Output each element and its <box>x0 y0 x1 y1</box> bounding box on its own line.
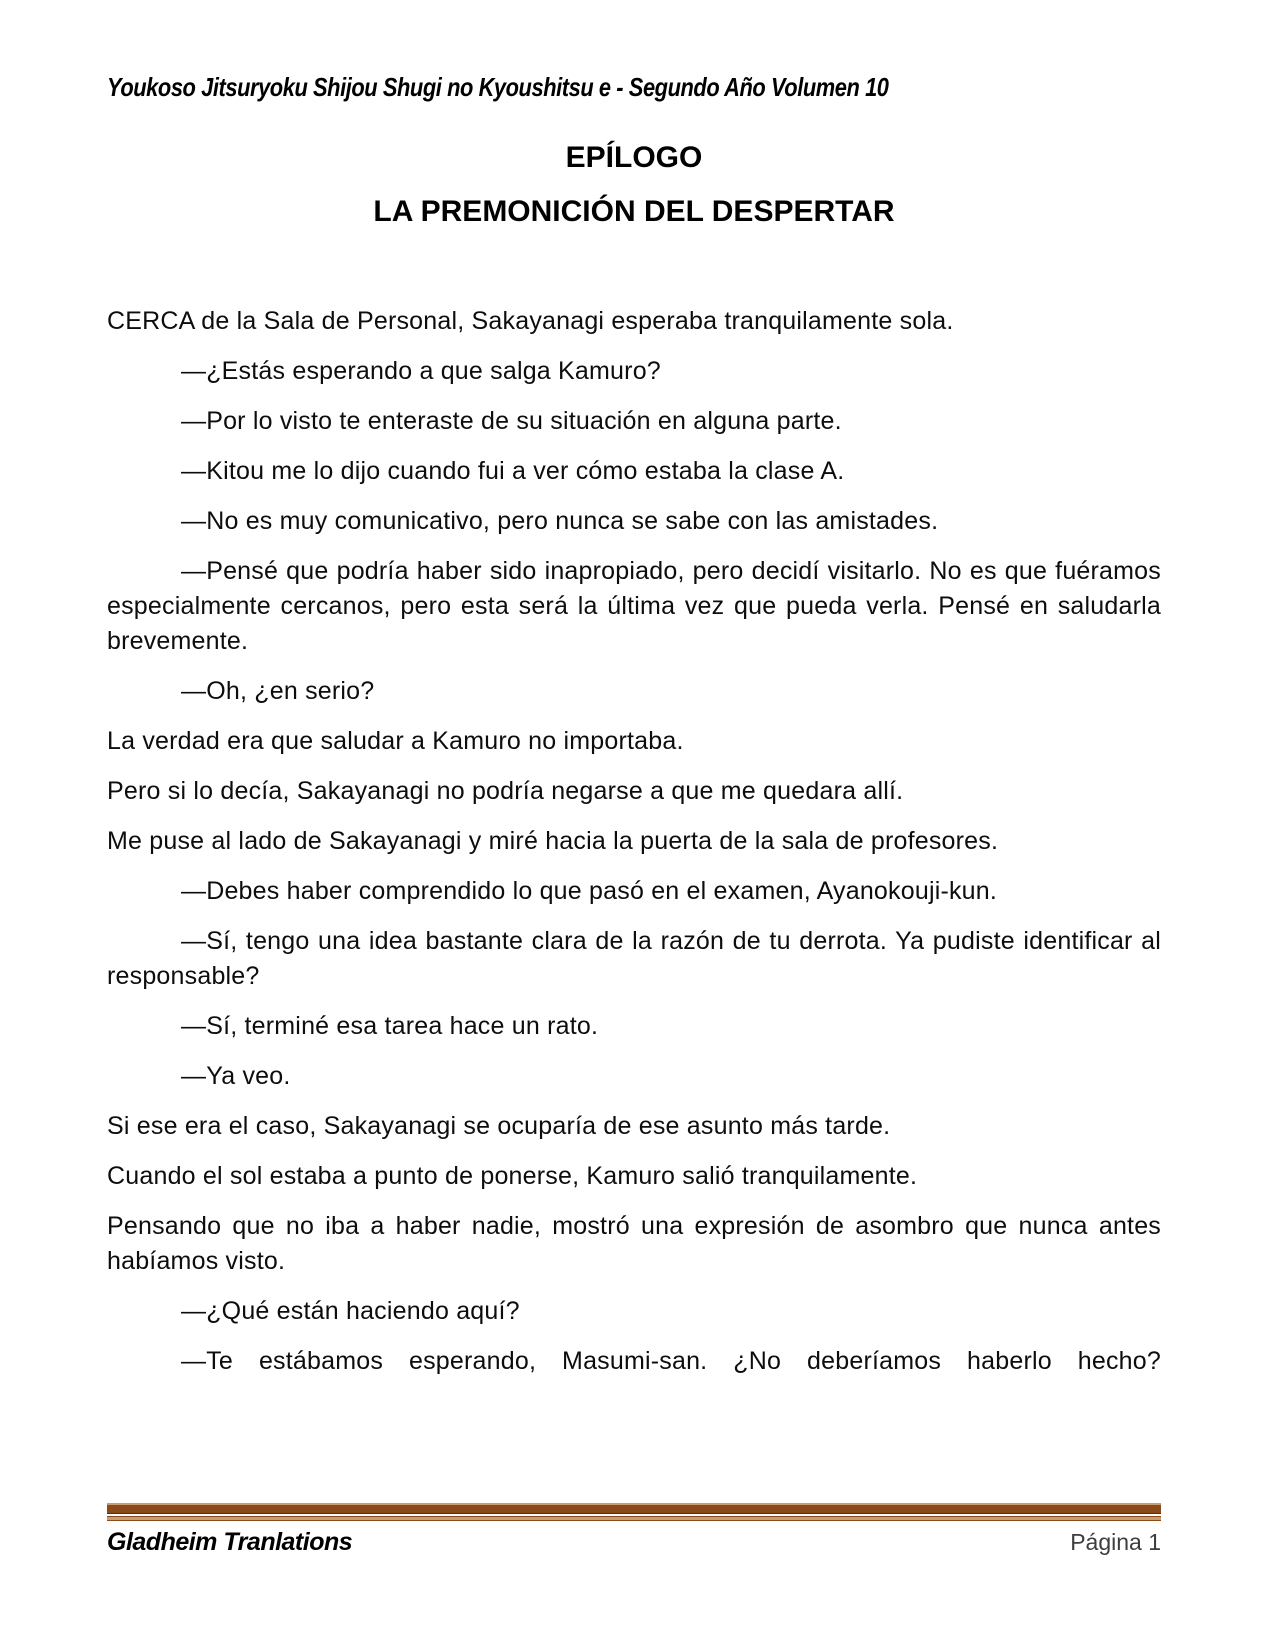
paragraph: —Debes haber comprendido lo que pasó en el examen, Ayanokouji-kun. <box>181 877 998 905</box>
paragraph: Si ese era el caso, Sakayanagi se ocuparía de ese asunto más tarde. <box>107 1112 891 1140</box>
page-footer <box>107 1503 1161 1557</box>
header-series-title: Youkoso Jitsuryoku Shijou Shugi no Kyoushitsu e - Segundo Año Volumen 10 <box>107 72 889 102</box>
footer-brand: Gladheim Tranlations <box>107 1528 353 1556</box>
paragraph: Cuando el sol estaba a punto de ponerse, Kamuro salió tranquilamente. <box>107 1162 918 1190</box>
paragraph: —No es muy comunicativo, pero nunca se sabe con las amistades. <box>181 507 939 535</box>
paragraph: La verdad era que saludar a Kamuro no importaba. <box>107 727 684 755</box>
paragraph: Me puse al lado de Sakayanagi y miré hacia la puerta de la sala de profesores. <box>107 827 999 855</box>
paragraph: —¿Estás esperando a que salga Kamuro? <box>181 357 661 385</box>
paragraph: —Ya veo. <box>181 1062 291 1090</box>
footer-rule-thin <box>107 1516 1161 1521</box>
paragraph: —Por lo visto te enteraste de su situación en alguna parte. <box>181 407 842 435</box>
paragraph: —Pensé que podría haber sido inapropiado, pero decidí visitarlo. No es que fuéramos especialmente cercanos, pero esta será la última vez que pueda verla. Pensé en saludarla brevemente. <box>107 557 1161 655</box>
chapter-heading: EPÍLOGO <box>565 141 703 174</box>
paragraph: Pero si lo decía, Sakayanagi no podría negarse a que me quedara allí. <box>107 777 904 805</box>
footer-page-number: Página 1 <box>1070 1529 1161 1555</box>
footer-row <box>107 1528 1161 1557</box>
paragraph: —¿Qué están haciendo aquí? <box>181 1297 520 1325</box>
paragraph: —Oh, ¿en serio? <box>181 677 375 705</box>
paragraph: —Kitou me lo dijo cuando fui a ver cómo estaba la clase A. <box>181 457 845 485</box>
paragraph: CERCA de la Sala de Personal, Sakayanagi esperaba tranquilamente sola. <box>107 307 954 335</box>
footer-rule-thick <box>107 1503 1161 1514</box>
paragraph: —Te estábamos esperando, Masumi-san. ¿No deberíamos haberlo hecho? <box>181 1347 1161 1375</box>
paragraph: Pensando que no iba a haber nadie, mostró una expresión de asombro que nunca antes habíamos visto. <box>107 1212 1161 1275</box>
paragraph: —Sí, terminé esa tarea hace un rato. <box>181 1012 599 1040</box>
paragraph: —Sí, tengo una idea bastante clara de la razón de tu derrota. Ya pudiste identificar al responsable? <box>107 927 1161 990</box>
body-paragraphs <box>107 304 1161 1379</box>
chapter-subheading: LA PREMONICIÓN DEL DESPERTAR <box>373 195 895 228</box>
